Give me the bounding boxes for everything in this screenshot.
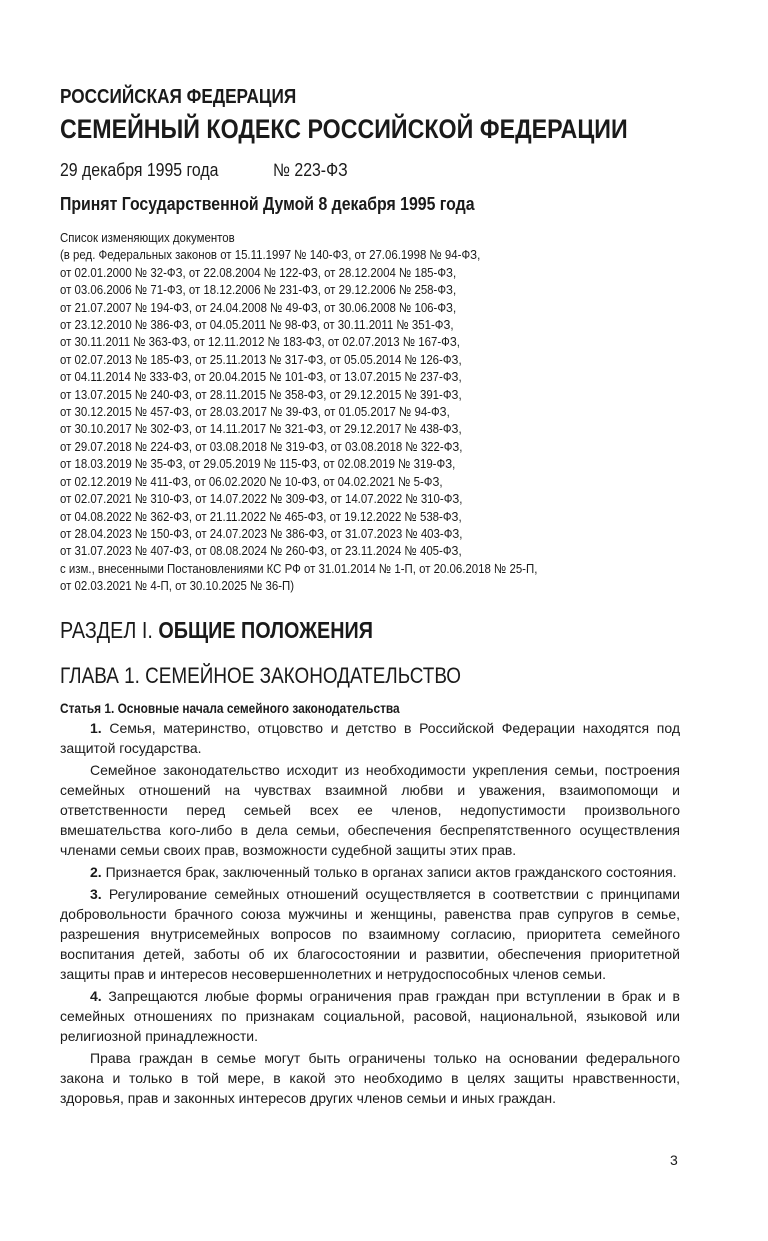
amendments-line: с изм., внесенными Постановлениями КС РФ от 31.01.2014 № 1-П, от 20.06.2018 № 25-П, xyxy=(60,560,538,576)
document-title: СЕМЕЙНЫЙ КОДЕКС РОССИЙСКОЙ ФЕДЕРАЦИИ xyxy=(60,114,628,144)
amendments-line: (в ред. Федеральных законов от 15.11.1997 № 140-ФЗ, от 27.06.1998 № 94-ФЗ, xyxy=(60,247,481,263)
amendments-line: от 02.12.2019 № 411-ФЗ, от 06.02.2020 № 10-ФЗ, от 04.02.2021 № 5-ФЗ, xyxy=(60,473,443,489)
section-heading xyxy=(60,615,593,645)
amendments-line: от 04.11.2014 № 333-ФЗ, от 20.04.2015 № 101-ФЗ, от 13.07.2015 № 237-ФЗ, xyxy=(60,369,462,385)
amendments-list xyxy=(60,229,680,595)
amendments-line: от 18.03.2019 № 35-ФЗ, от 29.05.2019 № 115-ФЗ, от 02.08.2019 № 319-ФЗ, xyxy=(60,456,456,472)
amendments-line: от 04.08.2022 № 362-ФЗ, от 21.11.2022 № 465-ФЗ, от 19.12.2022 № 538-ФЗ, xyxy=(60,508,462,524)
clause-number: 3. xyxy=(90,885,102,902)
amendments-line: от 31.07.2023 № 407-ФЗ, от 08.08.2024 № 260-ФЗ, от 23.11.2024 № 405-ФЗ, xyxy=(60,543,462,559)
adopted-line: Принят Государственной Думой 8 декабря 1995 года xyxy=(60,194,475,214)
article-body xyxy=(60,718,680,1108)
amendments-line: от 02.07.2013 № 185-ФЗ, от 25.11.2013 № 317-ФЗ, от 05.05.2014 № 126-ФЗ, xyxy=(60,351,462,367)
paragraph-text: Семья, материнство, отцовство и детство в Российской Федерации находятся под защитой государства. xyxy=(60,719,680,756)
document-page xyxy=(60,84,680,1110)
paragraph-text: Права граждан в семье могут быть ограничены только на основании федерального закона и только в той мере, в какой это необходимо в целях защиты нравственности, здоровья, прав и законных интересов других членов семьи и иных граждан. xyxy=(60,1049,680,1106)
document-number: № 223-ФЗ xyxy=(272,160,348,180)
article-paragraph xyxy=(60,1048,680,1108)
article-paragraph xyxy=(60,718,680,758)
chapter-heading: ГЛАВА 1. СЕМЕЙНОЕ ЗАКОНОДАТЕЛЬСТВО xyxy=(60,662,462,688)
paragraph-text: Семейное законодательство исходит из необходимости укрепления семьи, построения семейных отношений на чувствах взаимной любви и уважения, взаимопомощи и ответственности перед семьей всех ее членов, недопустимости произвольного вмешательства кого-либо в дела семьи, обеспечения беспрепятственного осуществления членами семьи своих прав, возможности судебной защиты этих прав. xyxy=(60,761,680,858)
article-title: Статья 1. Основные начала семейного законодательства xyxy=(60,700,400,716)
amendments-line: от 02.07.2021 № 310-ФЗ, от 14.07.2022 № 309-ФЗ, от 14.07.2022 № 310-ФЗ, xyxy=(60,491,463,507)
amendments-line: от 21.07.2007 № 194-ФЗ, от 24.04.2008 № 49-ФЗ, от 30.06.2008 № 106-ФЗ, xyxy=(60,299,457,315)
paragraph-text: Запрещаются любые формы ограничения прав граждан при вступлении в брак и в семейных отношениях по признакам социальной, расовой, национальной, языковой или религиозной принадлежности. xyxy=(60,987,680,1044)
clause-number: 1. xyxy=(90,719,102,736)
paragraph-text: Регулирование семейных отношений осуществляется в соответствии с принципами добровольности брачного союза мужчины и женщины, равенства прав супругов в семье, разрешения внутрисемейных вопросов по взаимному согласию, приоритета семейного воспитания детей, заботы об их благосостоянии и развитии, обеспечения приоритетной защиты прав и интересов несовершеннолетних и нетрудоспособных членов семьи. xyxy=(60,885,680,982)
country-heading: РОССИЙСКАЯ ФЕДЕРАЦИЯ xyxy=(60,86,297,108)
amendments-line: от 13.07.2015 № 240-ФЗ, от 28.11.2015 № 358-ФЗ, от 29.12.2015 № 391-ФЗ, xyxy=(60,386,462,402)
date-line xyxy=(60,158,606,182)
article-paragraph xyxy=(60,862,680,882)
amendments-line: от 29.07.2018 № 224-ФЗ, от 03.08.2018 № 319-ФЗ, от 03.08.2018 № 322-ФЗ, xyxy=(60,438,463,454)
amendments-line: от 30.10.2017 № 302-ФЗ, от 14.11.2017 № 321-ФЗ, от 29.12.2017 № 438-ФЗ, xyxy=(60,421,462,437)
article-paragraph xyxy=(60,884,680,984)
clause-number: 4. xyxy=(90,987,102,1004)
page-number: 3 xyxy=(670,1152,678,1168)
paragraph-text: Признается брак, заключенный только в органах записи актов гражданского состояния. xyxy=(101,863,677,880)
amendments-line: от 30.12.2015 № 457-ФЗ, от 28.03.2017 № 39-ФЗ, от 01.05.2017 № 94-ФЗ, xyxy=(60,404,450,420)
amendments-line: от 30.11.2011 № 363-ФЗ, от 12.11.2012 № 183-ФЗ, от 02.07.2013 № 167-ФЗ, xyxy=(60,334,460,350)
amendments-line: от 02.01.2000 № 32-ФЗ, от 22.08.2004 № 122-ФЗ, от 28.12.2004 № 185-ФЗ, xyxy=(60,264,457,280)
document-date: 29 декабря 1995 года xyxy=(60,160,219,180)
amendments-line: от 23.12.2010 № 386-ФЗ, от 04.05.2011 № 98-ФЗ, от 30.11.2011 № 351-ФЗ, xyxy=(60,317,454,333)
article-paragraph xyxy=(60,986,680,1046)
article-paragraph xyxy=(60,760,680,860)
section-name: ОБЩИЕ ПОЛОЖЕНИЯ xyxy=(158,616,373,643)
amendments-line: Список изменяющих документов xyxy=(60,230,235,245)
amendments-line: от 02.03.2021 № 4-П, от 30.10.2025 № 36-П) xyxy=(60,578,295,594)
amendments-line: от 03.06.2006 № 71-ФЗ, от 18.12.2006 № 231-ФЗ, от 29.12.2006 № 258-ФЗ, xyxy=(60,282,457,298)
amendments-line: от 28.04.2023 № 150-ФЗ, от 24.07.2023 № 386-ФЗ, от 31.07.2023 № 403-ФЗ, xyxy=(60,525,463,541)
clause-number: 2. xyxy=(90,863,102,880)
section-prefix: РАЗДЕЛ I. xyxy=(60,616,153,643)
